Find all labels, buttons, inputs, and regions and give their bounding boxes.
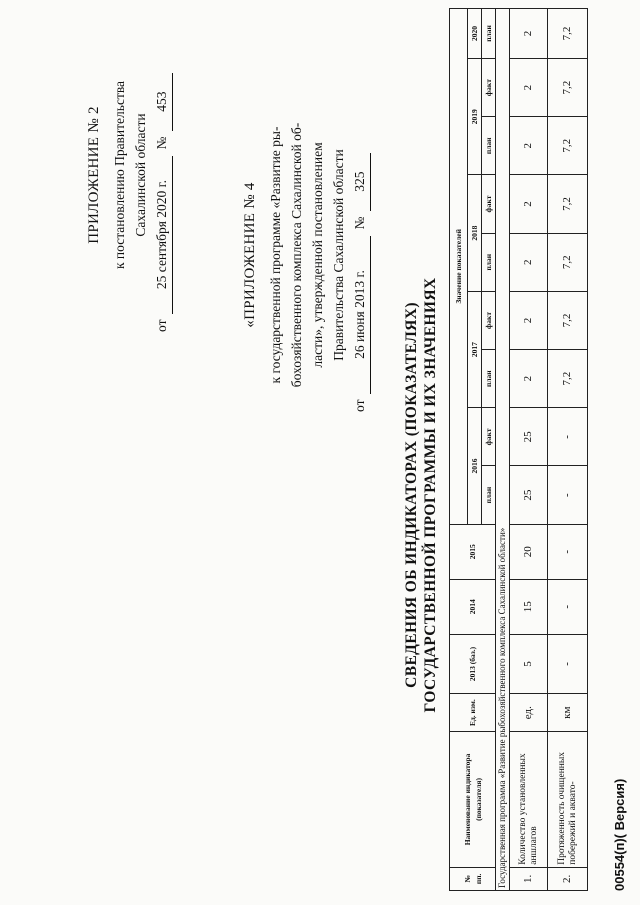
appendix-4-date-line	[349, 90, 371, 412]
main-title	[402, 175, 440, 815]
appendix-4-number-label: №	[352, 216, 367, 230]
header-2014: 2014	[450, 579, 496, 634]
row-2018-plan: 7,2	[548, 233, 588, 291]
row-2017-plan: 7,2	[548, 350, 588, 408]
header-num: № пп.	[450, 867, 496, 890]
row-2018-fact: 7,2	[548, 175, 588, 233]
row-2018-fact: 2	[510, 175, 548, 233]
table-row	[510, 9, 548, 891]
row-2019-fact: 2	[510, 58, 548, 116]
row-name: Протяженность очищенных побережий и аквато-	[548, 732, 588, 868]
main-title-line2: ГОСУДАРСТВЕННОЙ ПРОГРАММЫ И ИХ ЗНАЧЕНИЯХ	[422, 277, 439, 713]
row-2016-plan: 25	[510, 466, 548, 524]
header-2019: 2019	[468, 58, 482, 174]
row-2017-plan: 2	[510, 350, 548, 408]
row-2016-plan: -	[548, 466, 588, 524]
appendix-4-line4: Правительства Сахалинской области	[331, 149, 346, 361]
appendix-2-date-prefix: от	[154, 319, 169, 332]
header-fact: факт	[482, 175, 496, 233]
row-2014: 15	[510, 579, 548, 634]
row-2020-plan: 2	[510, 9, 548, 59]
appendix-2-title: ПРИЛОЖЕНИЕ № 2	[86, 106, 102, 244]
appendix-4-title: «ПРИЛОЖЕНИЕ № 4	[242, 182, 258, 328]
header-name: Наименование индикатора (показателя)	[450, 732, 496, 868]
appendix-4-date-prefix: от	[352, 399, 367, 412]
row-2019-fact: 7,2	[548, 58, 588, 116]
row-num: 1.	[510, 867, 548, 890]
row-2013: -	[548, 634, 588, 693]
appendix-2-line1: к постановлению Правительства	[112, 80, 127, 270]
row-unit: км	[548, 694, 588, 732]
appendix-4-number: 325	[349, 153, 371, 211]
row-2017-fact: 7,2	[548, 291, 588, 349]
header-plan: план	[482, 233, 496, 291]
row-2016-fact: -	[548, 408, 588, 466]
row-2014: -	[548, 579, 588, 634]
header-unit: Ед. изм.	[450, 694, 496, 732]
header-2017: 2017	[468, 291, 482, 407]
row-2015: 20	[510, 524, 548, 579]
row-2020-plan: 7,2	[548, 9, 588, 59]
table-row	[548, 9, 588, 891]
appendix-4-header	[240, 90, 371, 420]
main-title-line1: СВЕДЕНИЯ ОБ ИНДИКАТОРАХ (ПОКАЗАТЕЛЯХ)	[403, 302, 420, 688]
row-2019-plan: 2	[510, 117, 548, 175]
header-2016: 2016	[468, 408, 482, 524]
appendix-4-date: 26 июня 2013 г.	[349, 236, 371, 394]
row-name: Количество установленных аншлагов	[510, 732, 548, 868]
appendix-2-date-line	[151, 10, 173, 332]
header-plan: план	[482, 350, 496, 408]
appendix-4-line3: ласти», утвержденной постановлением	[310, 142, 325, 368]
row-2019-plan: 7,2	[548, 117, 588, 175]
appendix-2-line2: Сахалинской области	[133, 113, 148, 237]
header-values-group: Значение показателей	[450, 9, 468, 525]
indicators-table	[449, 8, 588, 891]
appendix-2-header	[84, 10, 173, 340]
row-unit: ед.	[510, 694, 548, 732]
header-plan: план	[482, 466, 496, 524]
appendix-2-number: 453	[151, 73, 173, 131]
appendix-4-line2: бохозяйственного комплекса Сахалинской об-	[289, 122, 304, 388]
header-2020: 2020	[468, 9, 482, 59]
header-2015: 2015	[450, 524, 496, 579]
header-2013: 2013 (баз.)	[450, 634, 496, 693]
header-2018: 2018	[468, 175, 482, 291]
program-row: Государственная программа «Развитие рыбохозяйственного комплекса Сахалинской области»	[496, 9, 510, 891]
row-2016-fact: 25	[510, 408, 548, 466]
row-2017-fact: 2	[510, 291, 548, 349]
header-fact: факт	[482, 291, 496, 349]
document-code: 00554(п)( Версия)	[612, 778, 627, 891]
appendix-2-date: 25 сентября 2020 г.	[151, 156, 173, 314]
header-plan: план	[482, 9, 496, 59]
appendix-2-number-label: №	[154, 136, 169, 150]
header-plan: план	[482, 117, 496, 175]
row-2013: 5	[510, 634, 548, 693]
row-num: 2.	[548, 867, 588, 890]
header-fact: факт	[482, 58, 496, 116]
header-fact: факт	[482, 408, 496, 466]
row-2015: -	[548, 524, 588, 579]
appendix-4-line1: к государственной программе «Развитие ры-	[268, 126, 283, 384]
row-2018-plan: 2	[510, 233, 548, 291]
